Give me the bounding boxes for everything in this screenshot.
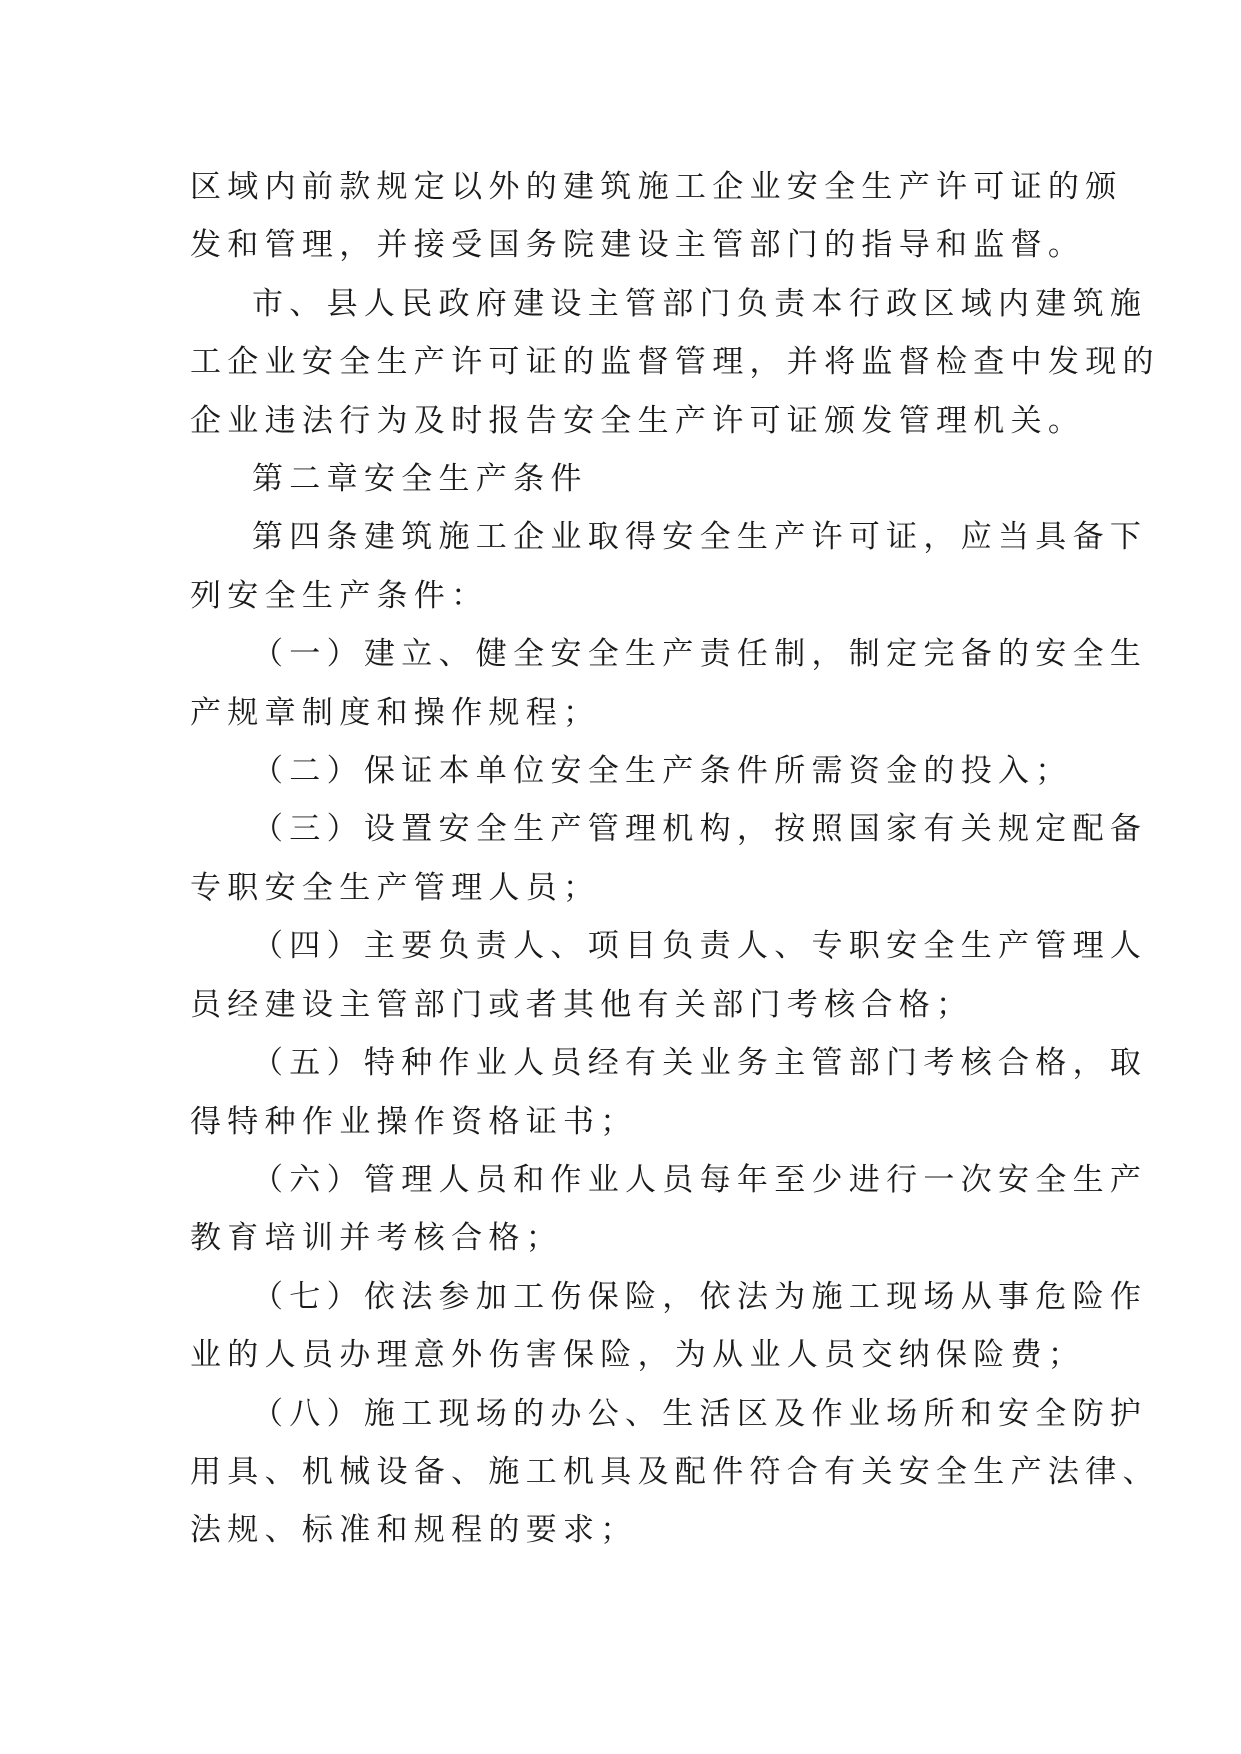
text-line: 产规章制度和操作规程；: [190, 694, 601, 731]
text-line: （六）管理人员和作业人员每年至少进行一次安全生产: [252, 1161, 1148, 1198]
paragraph-article-4: [190, 508, 1148, 625]
text-line: （一）建立、健全安全生产责任制，制定完备的安全生: [252, 636, 1148, 673]
paragraph-p1: [190, 158, 1123, 275]
text-line: 第四条建筑施工企业取得安全生产许可证，应当具备下: [252, 519, 1148, 556]
text-line: 得特种作业操作资格证书；: [190, 1103, 638, 1140]
text-line: 第二章安全生产条件: [252, 461, 588, 498]
text-line: （七）依法参加工伤保险，依法为施工现场从事危险作: [252, 1278, 1148, 1315]
list-item-7: [190, 1268, 1148, 1385]
text-line: 发和管理，并接受国务院建设主管部门的指导和监督。: [190, 227, 1086, 264]
text-line: （二）保证本单位安全生产条件所需资金的投入；: [252, 753, 1073, 790]
list-item-6: [190, 1151, 1148, 1268]
document-body: [190, 158, 1160, 1560]
text-line: （八）施工现场的办公、生活区及作业场所和安全防护: [252, 1395, 1148, 1432]
list-item-8: [190, 1385, 1160, 1560]
text-line: （五）特种作业人员经有关业务主管部门考核合格，取: [252, 1045, 1148, 1082]
text-line: 企业违法行为及时报告安全生产许可证颁发管理机关。: [190, 402, 1086, 439]
text-line: （三）设置安全生产管理机构，按照国家有关规定配备: [252, 811, 1148, 848]
list-item-5: [190, 1034, 1148, 1151]
list-item-4: [190, 917, 1148, 1034]
text-line: 列安全生产条件：: [190, 577, 489, 614]
text-line: 市、县人民政府建设主管部门负责本行政区域内建筑施: [252, 285, 1148, 322]
text-line: 用具、机械设备、施工机具及配件符合有关安全生产法律、: [190, 1453, 1160, 1490]
text-line: 专职安全生产管理人员；: [190, 869, 601, 906]
list-item-1: [190, 625, 1148, 742]
text-line: 工企业安全生产许可证的监督管理，并将监督检查中发现的: [190, 344, 1160, 381]
list-item-2: [190, 742, 1073, 800]
text-line: 教育培训并考核合格；: [190, 1220, 563, 1257]
paragraph-p2: [190, 275, 1160, 450]
text-line: 员经建设主管部门或者其他有关部门考核合格；: [190, 986, 974, 1023]
text-line: 法规、标准和规程的要求；: [190, 1512, 638, 1549]
text-line: （四）主要负责人、项目负责人、专职安全生产管理人: [252, 928, 1148, 965]
chapter-heading: [190, 450, 1050, 508]
text-line: 业的人员办理意外伤害保险，为从业人员交纳保险费；: [190, 1337, 1086, 1374]
text-line: 区域内前款规定以外的建筑施工企业安全生产许可证的颁: [190, 169, 1123, 205]
list-item-3: [190, 800, 1148, 917]
